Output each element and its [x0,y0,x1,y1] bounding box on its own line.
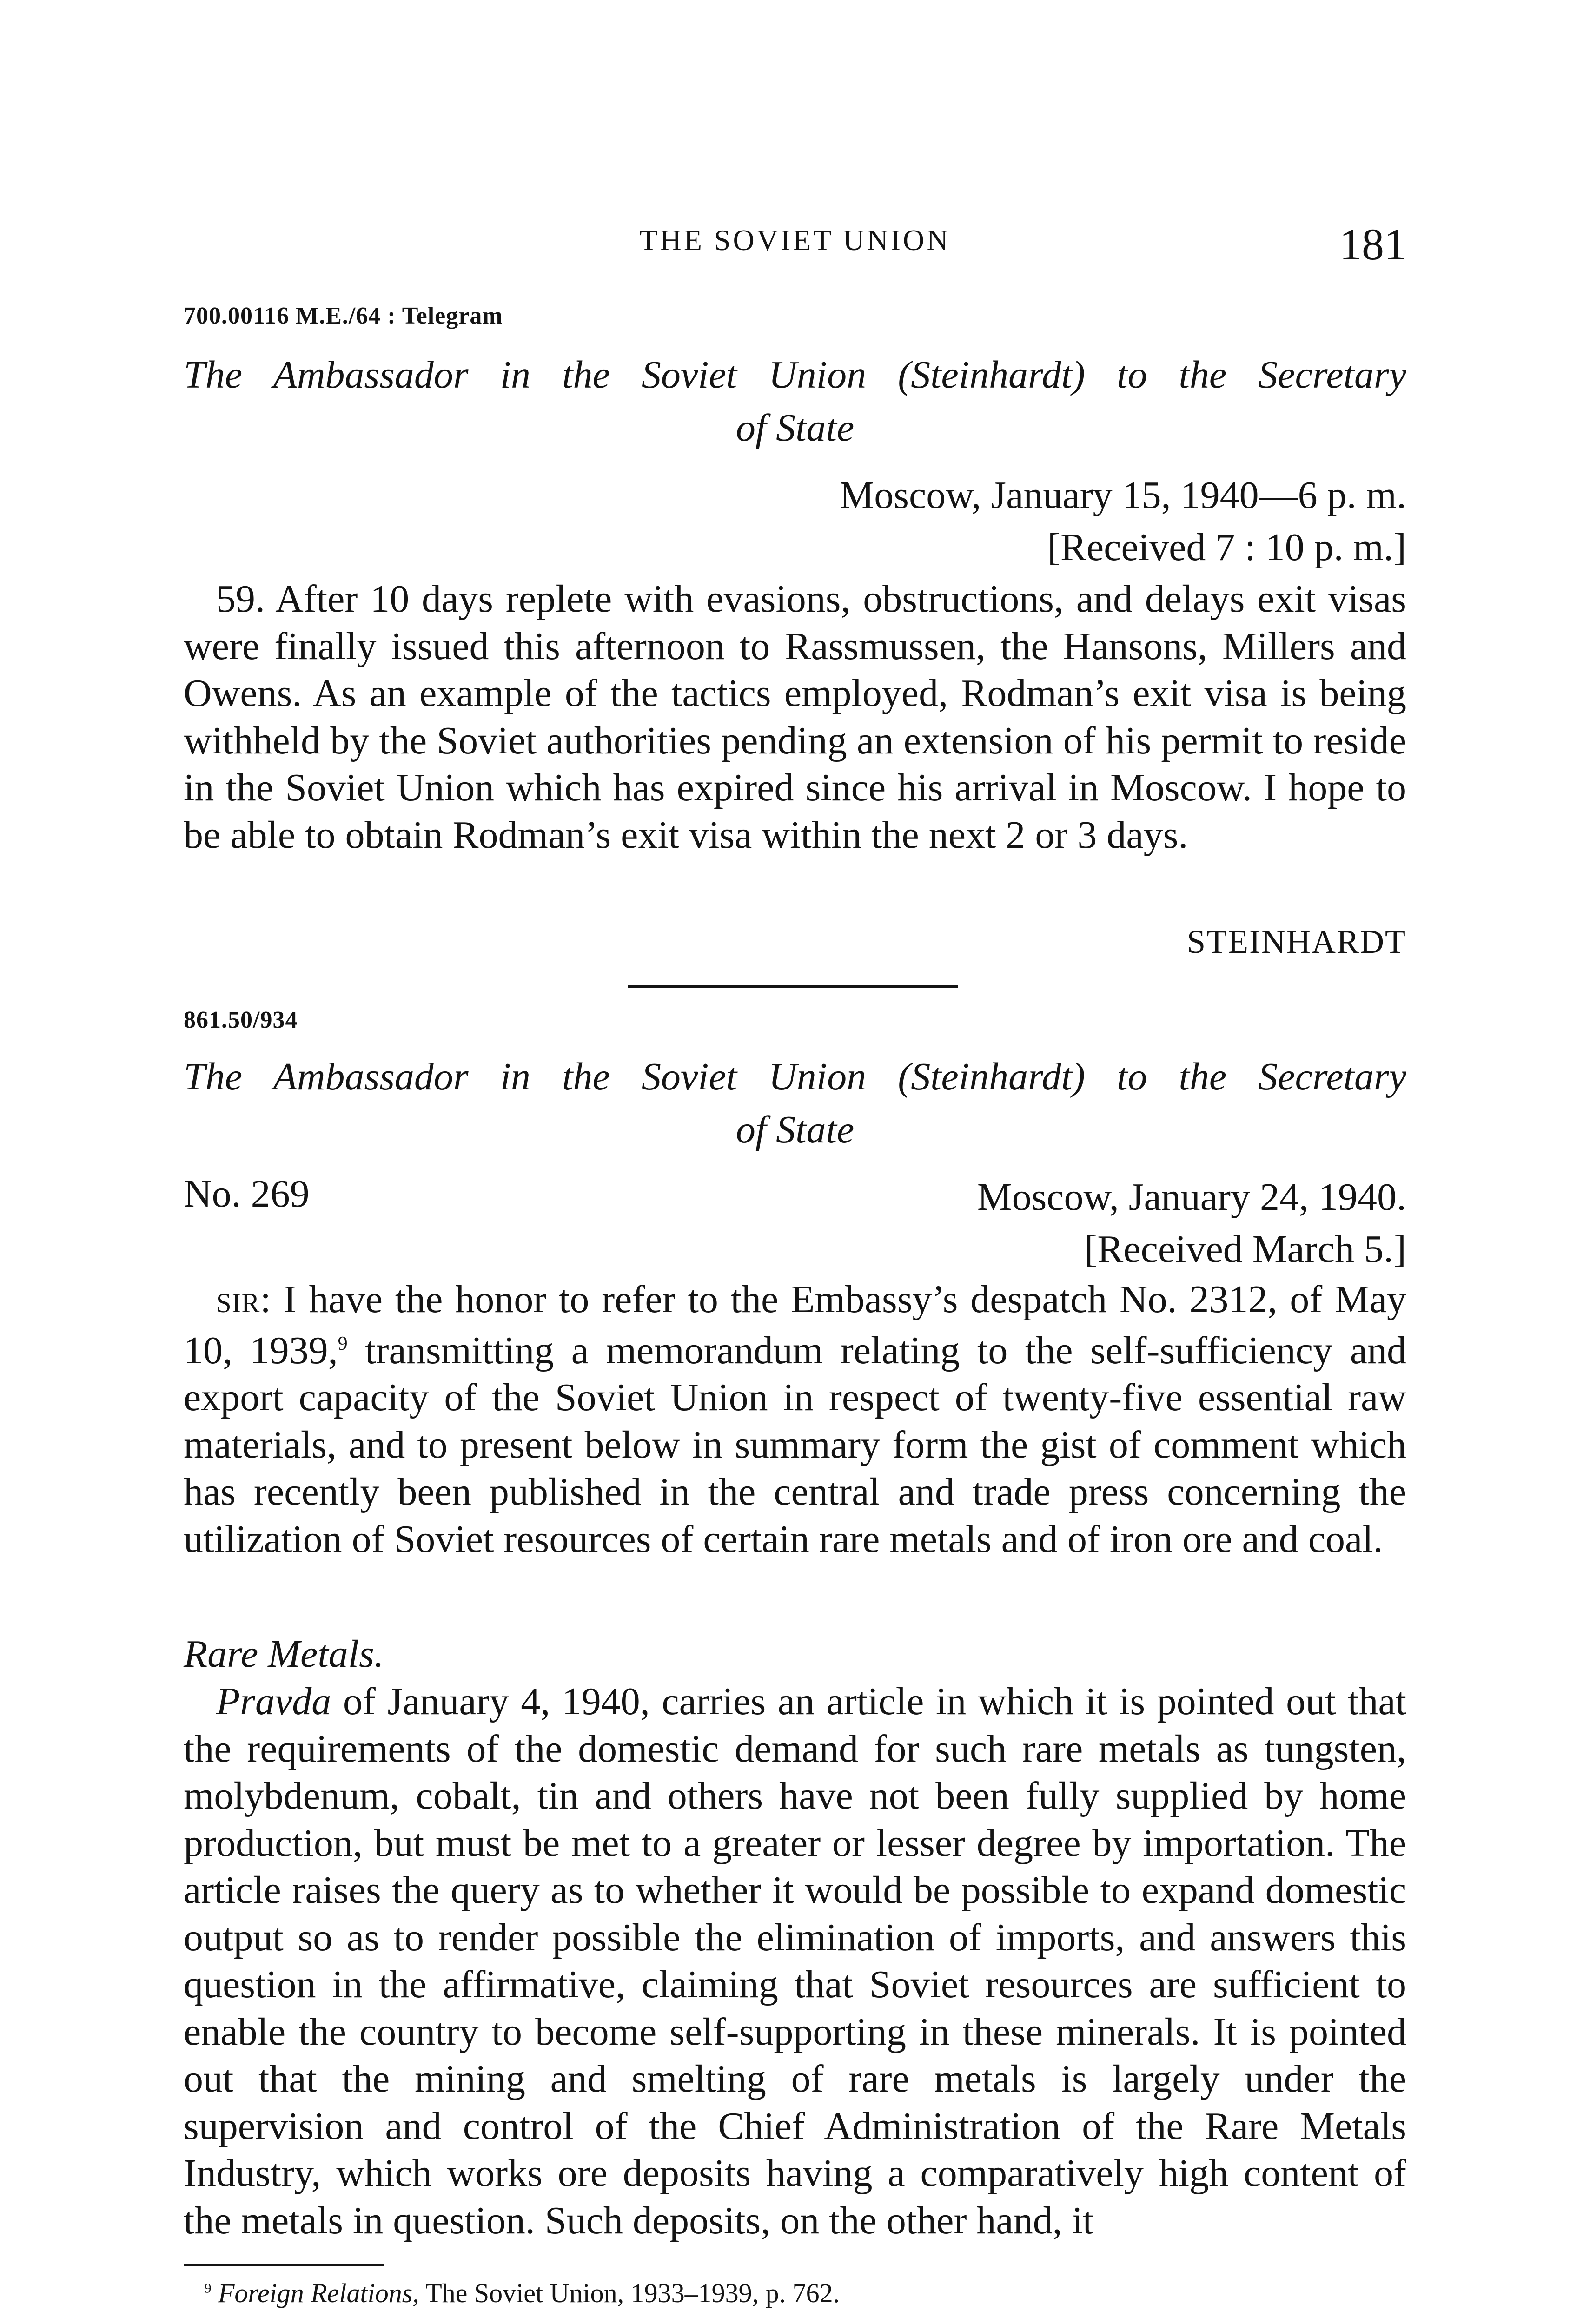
dateline: Moscow, January 15, 1940—6 p. m. [839,474,1406,517]
dateline: Moscow, January 24, 1940. [977,1175,1406,1219]
despatch-number: No. 269 [184,1172,310,1215]
running-head-title: THE SOVIET UNION [639,224,951,257]
telegram-text: 59. After 10 days replete with evasions, obstructions, and delays exit visas were finally issued this afternoon to Rassmussen, the Hansons, Millers and Owens. As an example of the tactics employed, Rodman’s exit visa is being withheld by the Soviet authorities pending an extension of his permit to reside in the Soviet Union which has expired since his arrival in Moscow. I hope to be able to obtain Rodman’s exit visa within the next 2 or 3 days. [184,577,1406,857]
dateline-block [184,1171,1406,1275]
file-number: 861.50/934 [184,1007,298,1033]
footnote-divider [184,2264,384,2266]
subheading: Rare Metals. [184,1632,384,1676]
paragraph-text: of January 4, 1940, carries an article in which it is pointed out that the requirements of the domestic demand for such rare metals as tungsten, molybdenum, cobalt, tin and others have not been fully supplied by home production, but must be met to a greater or lesser degree by importation. The article raises the query as to whether it would be possible to expand domestic output so as to render possible the elimination of imports, and answers this question in the affirmative, claiming that Soviet resources are sufficient to enable the country to become self-supporting in these minerals. It is pointed out that the mining and smelting of rare metals is largely under the supervision and control of the Chief Administration of the Rare Metals Industry, which works ore deposits having a comparatively high content of the metals in question. Such deposits, on the other hand, it [184,1680,1406,2242]
despatch-paragraph-1 [184,1276,1406,1563]
paragraph-text: transmitting a memorandum relating to the self-sufficiency and export capacity of the Soviet Union in respect of twenty-five essential raw materials, and to present below in summary form the gist of comment which has recently been published in the central and trade press concerning the utilization of Soviet resources of certain rare metals and of iron ore and coal. [184,1328,1406,1561]
received-note: [Received March 5.] [1084,1228,1406,1271]
telegram-body [184,575,1406,858]
section-divider [628,985,958,988]
source-name: Pravda [216,1680,331,1723]
salutation: SIR [216,1288,260,1318]
heading-line-2: of State [735,1108,855,1151]
footnote-marker: 9 [205,2281,212,2296]
signature: STEINHARDT [1187,923,1406,960]
heading-line-1: The Ambassador in the Soviet Union (Steinhardt) to the Secretary [184,1055,1406,1098]
received-note: [Received 7 : 10 p. m.] [1047,526,1406,569]
file-number: 700.00116 M.E./64 : Telegram [184,303,503,329]
page-number: 181 [1339,219,1406,269]
footnote-text: The Soviet Union, 1933–1939, p. 762. [419,2278,840,2308]
footnote-title: Foreign Relations, [218,2278,419,2308]
running-head [184,218,1406,270]
despatch-paragraph-2 [184,1678,1406,2244]
document-heading [184,1050,1406,1156]
dateline-block [184,469,1406,574]
footnote-ref: 9 [338,1333,348,1354]
heading-line-1: The Ambassador in the Soviet Union (Steinhardt) to the Secretary [184,353,1406,396]
document-heading [184,349,1406,455]
paragraph-text: : I have the honor to refer to the Embassy’s despatch No. 2312, of May 10, 1939, [184,1278,1406,1372]
footnote [205,2278,840,2309]
heading-line-2: of State [735,406,855,449]
